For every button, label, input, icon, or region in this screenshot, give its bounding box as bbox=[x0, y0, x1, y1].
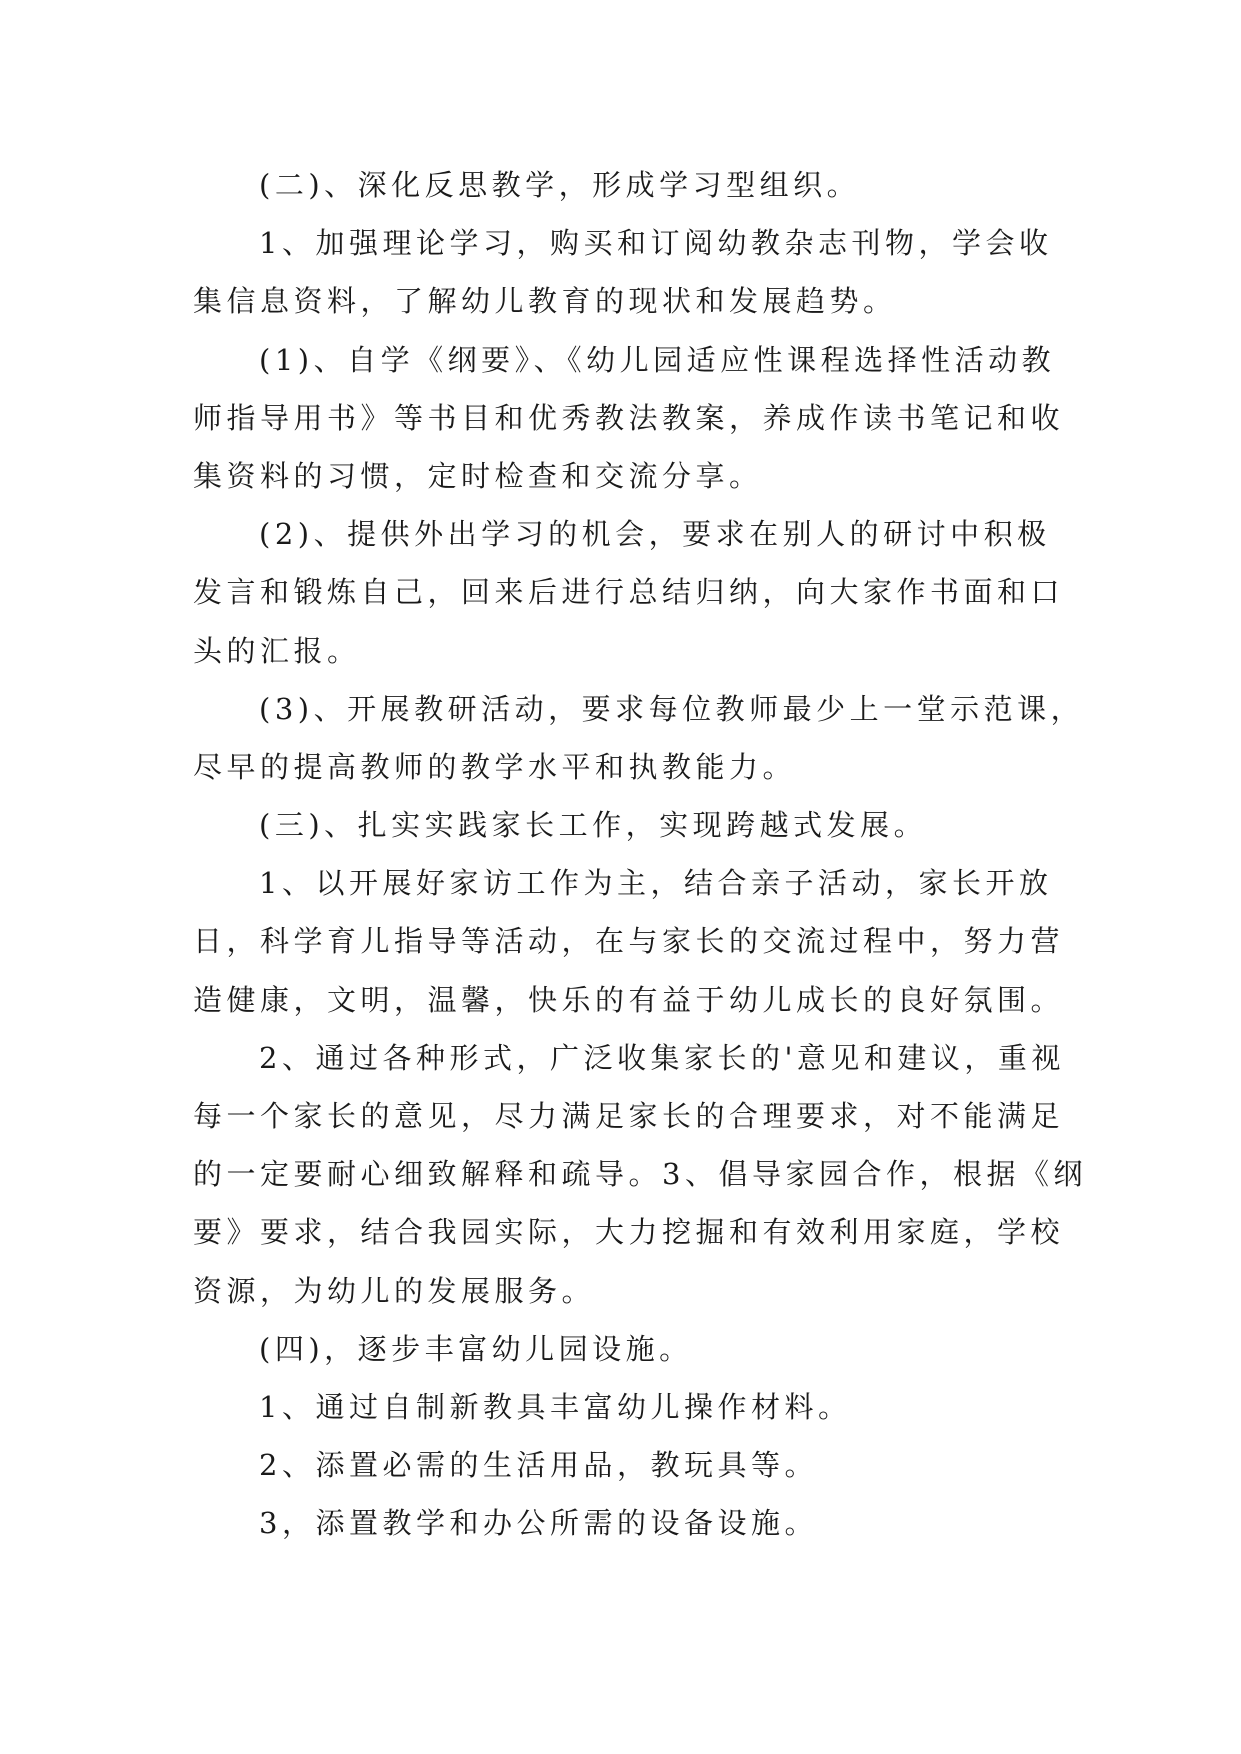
paragraph bbox=[193, 1320, 1093, 1378]
paragraph bbox=[193, 1436, 1093, 1494]
paragraph bbox=[193, 505, 1093, 680]
text-line: 师指导用书》等书目和优秀教法教案，养成作读书笔记和收 bbox=[193, 400, 1065, 435]
paragraph bbox=[193, 331, 1093, 506]
paragraph bbox=[193, 1378, 1093, 1436]
text-line: (三)、扎实实践家长工作，实现跨越式发展。 bbox=[259, 808, 928, 843]
paragraph bbox=[193, 1494, 1093, 1552]
text-line: 1、通过自制新教具丰富幼儿操作材料。 bbox=[259, 1389, 852, 1424]
text-line: 3，添置教学和办公所需的设备设施。 bbox=[259, 1506, 818, 1541]
text-line: 每一个家长的意见，尽力满足家长的合理要求，对不能满足 bbox=[193, 1099, 1065, 1133]
document-body bbox=[193, 156, 1093, 1553]
text-line: 的一定要耐心细致解释和疏导。3、倡导家园合作，根据《纲 bbox=[193, 1157, 1087, 1192]
text-line: 1、以开展好家访工作为主，结合亲子活动，家长开放 bbox=[259, 866, 1053, 901]
text-line: 日，科学育儿指导等活动，在与家长的交流过程中，努力营 bbox=[193, 924, 1065, 959]
text-line: 要》要求，结合我园实际，大力挖掘和有效利用家庭，学校 bbox=[193, 1215, 1065, 1250]
text-line: 造健康，文明，温馨，快乐的有益于幼儿成长的良好氛围。 bbox=[193, 982, 1065, 1017]
text-line: 集资料的习惯，定时检查和交流分享。 bbox=[193, 458, 763, 493]
text-line: 集信息资料，了解幼儿教育的现状和发展趋势。 bbox=[193, 284, 897, 319]
text-line: 资源，为幼儿的发展服务。 bbox=[193, 1273, 596, 1308]
paragraph bbox=[193, 854, 1093, 1029]
paragraph bbox=[193, 214, 1093, 330]
paragraph bbox=[193, 796, 1093, 854]
text-line: (四)，逐步丰富幼儿园设施。 bbox=[259, 1331, 693, 1366]
paragraph bbox=[193, 680, 1093, 796]
text-line: 2、通过各种形式，广泛收集家长的'意见和建议，重视 bbox=[259, 1040, 1065, 1075]
text-line: 发言和锻炼自己，回来后进行总结归纳，向大家作书面和口 bbox=[193, 575, 1065, 610]
text-line: 尽早的提高教师的教学水平和执教能力。 bbox=[193, 749, 797, 784]
text-line: 2、添置必需的生活用品，教玩具等。 bbox=[259, 1448, 818, 1483]
paragraph bbox=[193, 156, 1093, 214]
text-line: (二)、深化反思教学，形成学习型组织。 bbox=[259, 168, 861, 202]
text-line: 头的汇报。 bbox=[193, 633, 361, 668]
text-line: (3)、开展教研活动，要求每位教师最少上一堂示范课， bbox=[259, 691, 1085, 726]
text-line: (2)、提供外出学习的机会，要求在别人的研讨中积极 bbox=[259, 517, 1051, 552]
paragraph bbox=[193, 1029, 1093, 1320]
text-line: 1、加强理论学习，购买和订阅幼教杂志刊物，学会收 bbox=[259, 226, 1053, 261]
text-line: (1)、自学《纲要》、《幼儿园适应性课程选择性活动教 bbox=[259, 342, 1056, 377]
